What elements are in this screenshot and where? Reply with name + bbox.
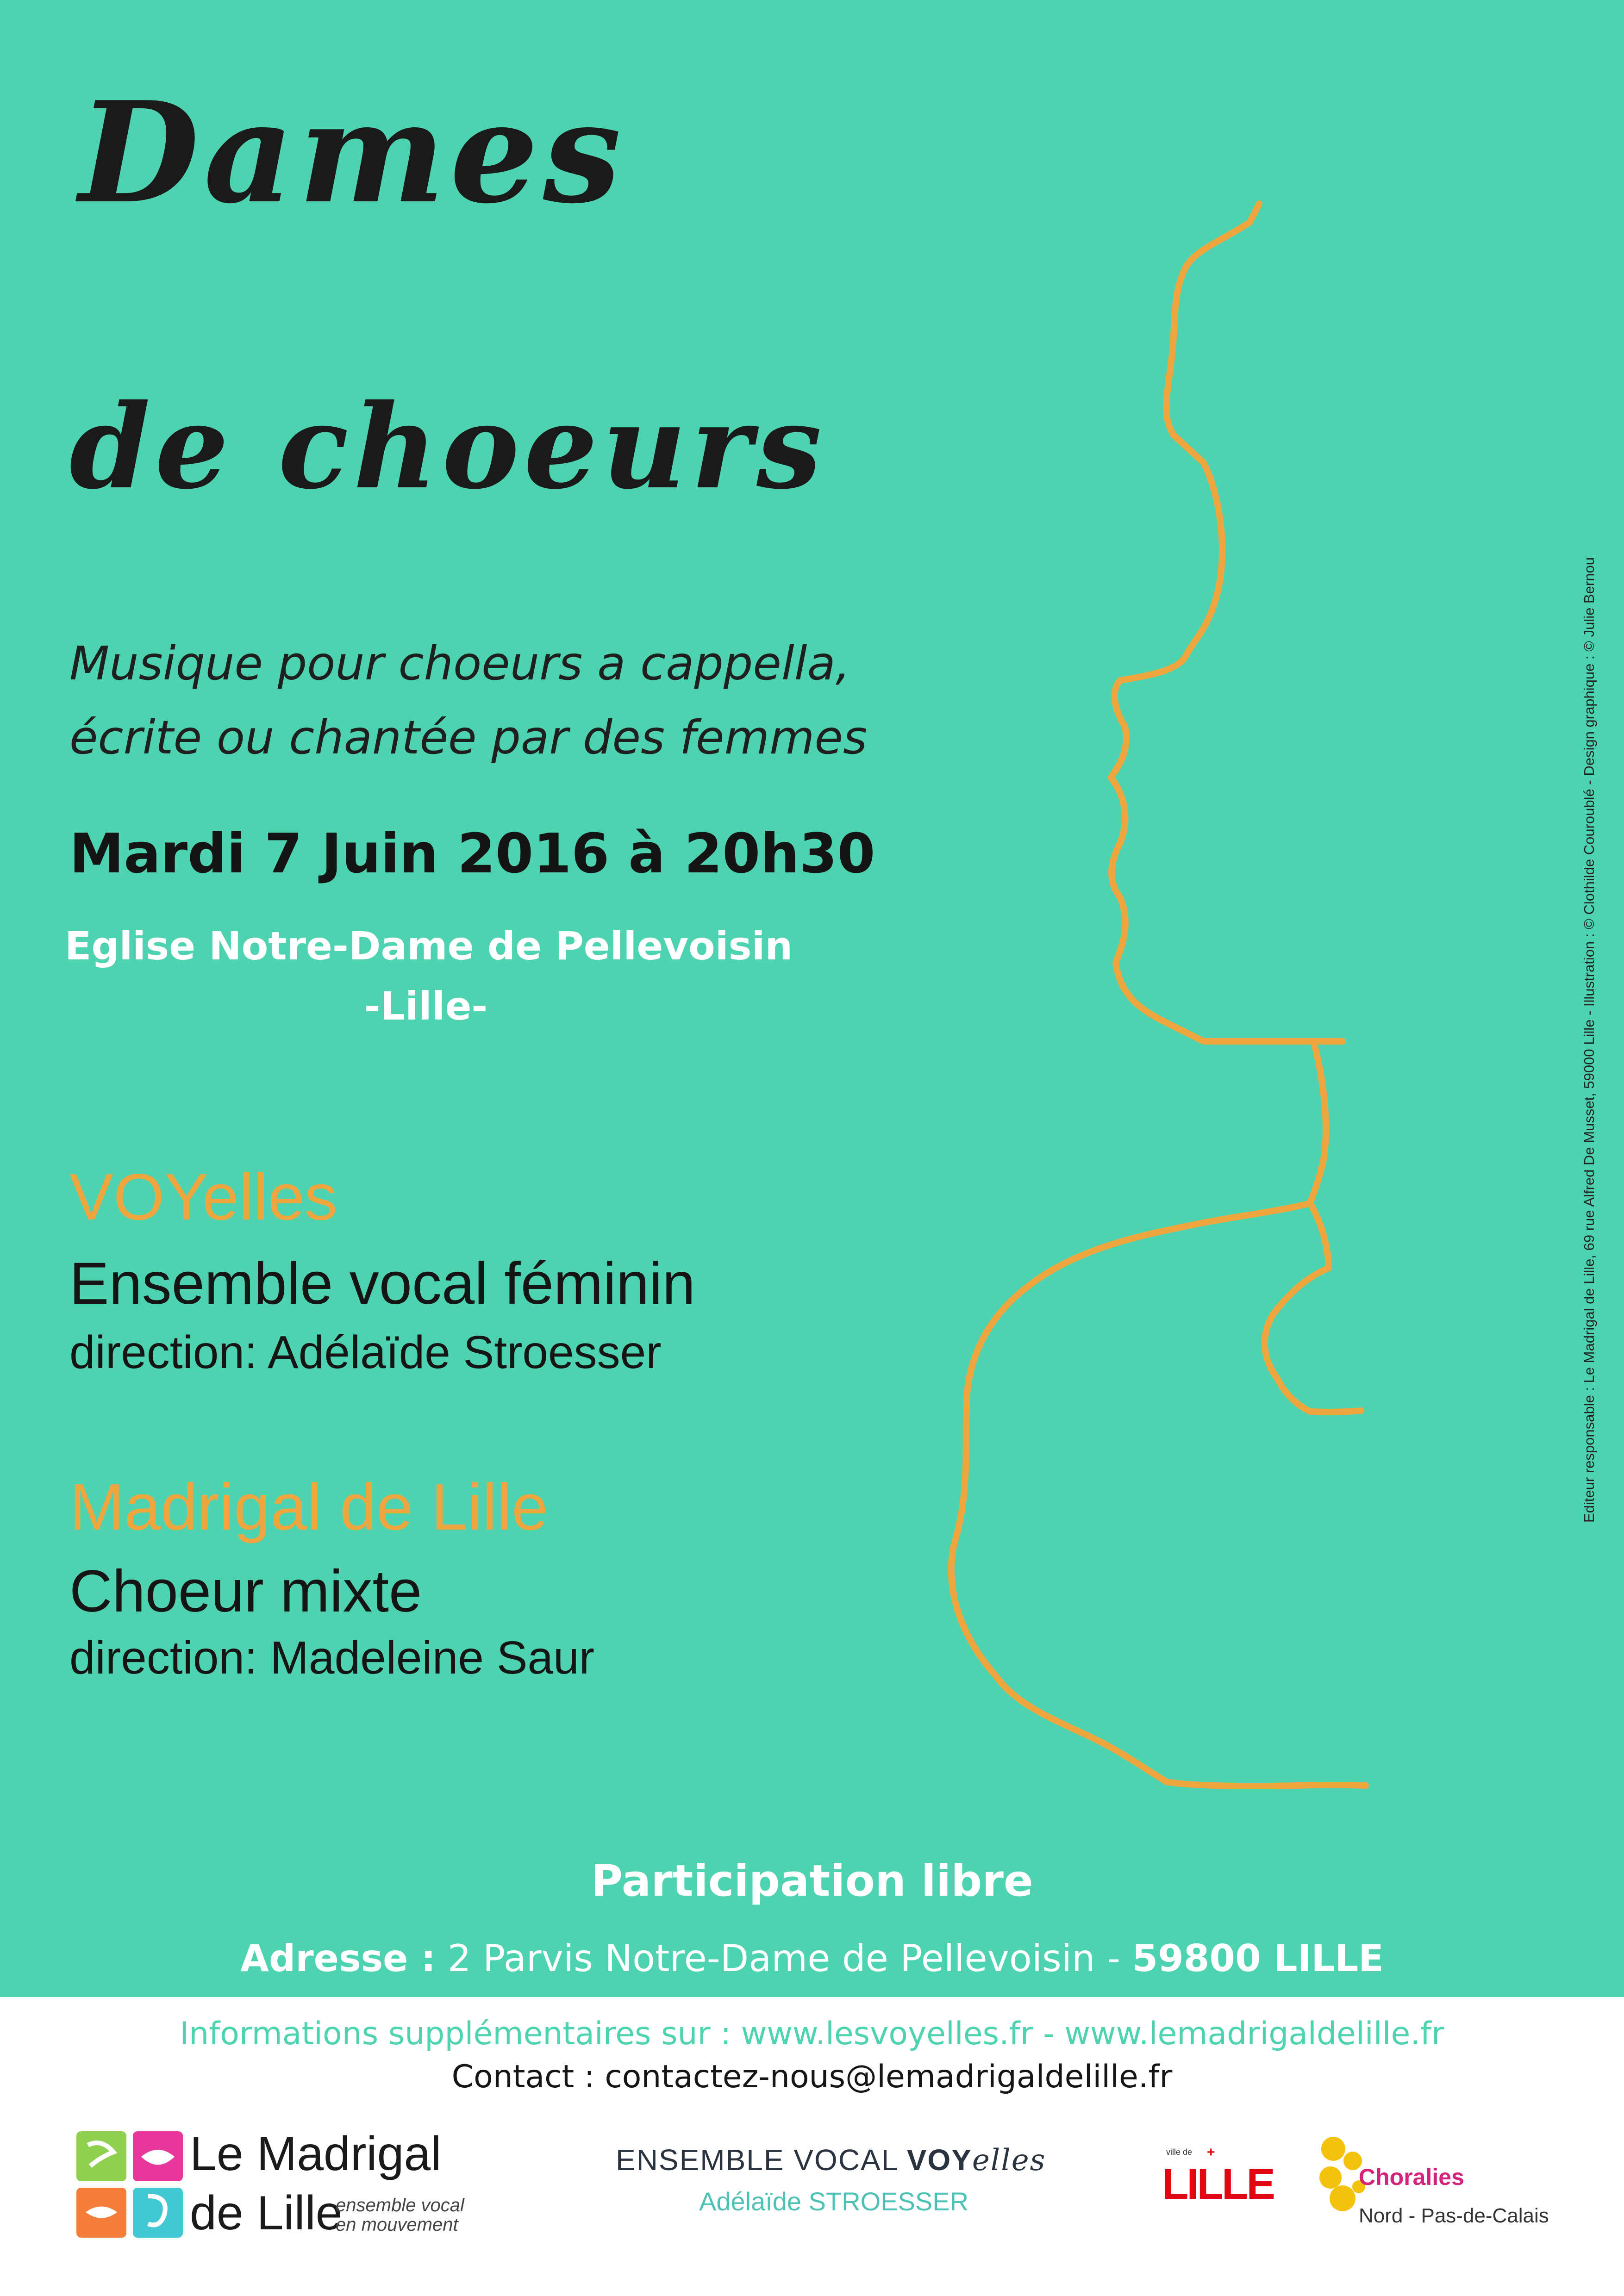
- info-links: Informations supplémentaires sur : www.lesvoyelles.fr - www.lemadrigaldelille.fr: [180, 2016, 1444, 2052]
- choralies-logo-name: Choralies: [1359, 2164, 1464, 2190]
- madrigal-tagline-2: en mouvement: [336, 2215, 458, 2235]
- ensemble-1-name: VOYelles: [69, 1160, 337, 1234]
- madrigal-logo-line-2: de Lille: [190, 2186, 343, 2240]
- address-city: 59800 LILLE: [1132, 1937, 1384, 1980]
- contact: Contact : contactez-nous@lemadrigaldelille.fr: [451, 2059, 1173, 2095]
- voyelles-logo-voy: VOY: [906, 2143, 972, 2177]
- ensemble-2-direction: direction: Madeleine Saur: [69, 1632, 594, 1684]
- subtitle-line-2: écrite ou chantée par des femmes: [69, 710, 868, 765]
- venue-city: -Lille-: [364, 983, 488, 1029]
- mouth-icon: [76, 2131, 185, 2240]
- singer-silhouette-illustration: [926, 176, 1398, 1819]
- title-line-1: Dames: [79, 71, 626, 234]
- madrigal-tagline-1: ensemble vocal: [336, 2195, 464, 2215]
- voyelles-logo-line-2: Adélaïde STROESSER: [699, 2187, 969, 2216]
- address-street: 2 Parvis Notre-Dame de Pellevoisin -: [447, 1937, 1120, 1980]
- concert-date: Mardi 7 Juin 2016 à 20h30: [69, 821, 875, 885]
- lille-cross-icon: +: [1207, 2145, 1215, 2160]
- madrigal-logo-line-1: Le Madrigal: [190, 2127, 442, 2181]
- participation: Participation libre: [591, 1856, 1033, 1906]
- title-line-2: de choeurs: [69, 379, 826, 515]
- voyelles-logo-line-1: [616, 2143, 1046, 2178]
- address-label: Adresse :: [240, 1937, 436, 1980]
- ensemble-1-direction: direction: Adélaïde Stroesser: [69, 1326, 662, 1378]
- lille-logo: [1160, 2145, 1274, 2226]
- ensemble-1-type: Ensemble vocal féminin: [69, 1251, 695, 1317]
- voyelles-logo-elles: elles: [972, 2143, 1046, 2178]
- ensemble-2-type: Choeur mixte: [69, 1558, 422, 1624]
- madrigal-logo: [76, 2127, 493, 2256]
- choralies-logo-region: Nord - Pas-de-Calais: [1359, 2204, 1549, 2227]
- ensemble-2-name: Madrigal de Lille: [69, 1470, 549, 1544]
- lille-logo-small: ville de: [1166, 2147, 1193, 2157]
- choralies-logo: [1315, 2131, 1555, 2242]
- address: [0, 1937, 1624, 1980]
- credits: Editeur responsable : Le Madrigal de Lille, 69 rue Alfred De Musset, 59000 Lille - Illustration : © Clothilde Couroublé - Design graphique : © Julie Bernou: [1581, 557, 1597, 1523]
- lille-logo-name: LILLE: [1162, 2159, 1274, 2208]
- venue-name: Eglise Notre-Dame de Pellevoisin: [65, 923, 793, 969]
- voyelles-logo-ensemble: ENSEMBLE VOCAL: [616, 2143, 907, 2177]
- subtitle-line-1: Musique pour choeurs a cappella,: [69, 636, 850, 691]
- voyelles-logo: [611, 2143, 1074, 2221]
